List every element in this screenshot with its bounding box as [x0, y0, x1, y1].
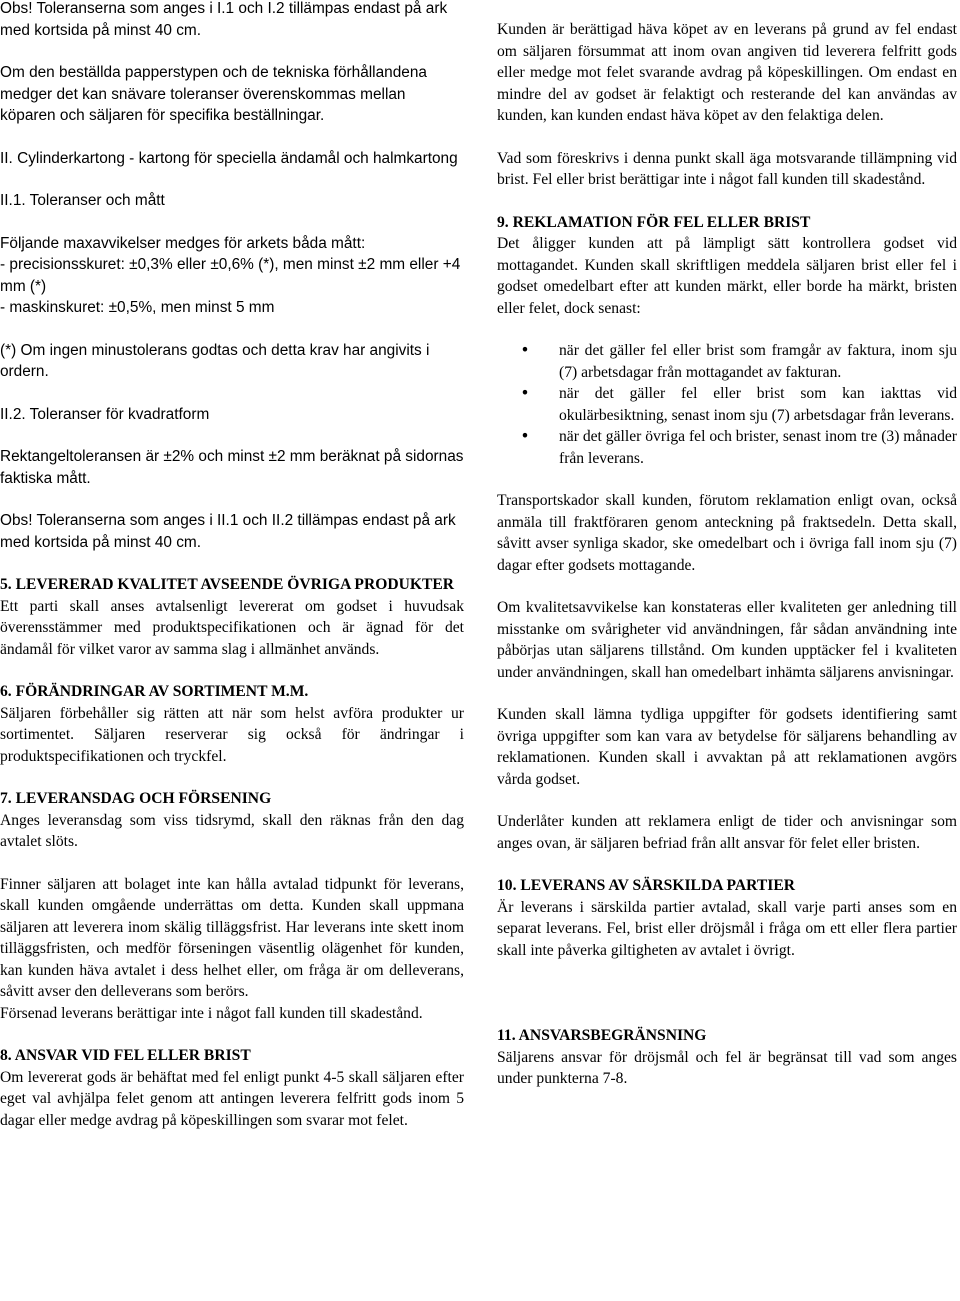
section-ii-1-heading: II.1. Toleranser och mått [0, 192, 165, 209]
rectangle-tolerance-paragraph: Rektangeltoleransen är ±2% och minst ±2 mm beräknat på sidornas faktiska mått. [0, 448, 464, 487]
deviations-intro: Följande maxavvikelser medges för arkets båda mått: [0, 234, 366, 252]
list-item-text: när det gäller fel eller brist som framgår av faktura, inom sju (7) arbetsdagar från mottagandet av fakturan. [559, 342, 957, 381]
list-item-text: när det gäller fel eller brist som kan iakttas vid okulärbesiktning, senast inom sju (7) arbetsdagar från leverans. [559, 385, 957, 424]
right-column [497, 0, 957, 1090]
deviations-machine-cut: - maskinskuret: ±0,5%, men minst 5 mm [0, 299, 275, 316]
deviations-precision-cut: - precisionsskuret: ±0,3% eller ±0,6% (*), men minst ±2 mm eller +4 mm (*) [0, 256, 461, 295]
bullet-icon: • [520, 427, 530, 445]
section-8-heading: 8. ANSVAR VID FEL ELLER BRIST [0, 1047, 251, 1064]
section-11-text: Säljarens ansvar för dröjsmål och fel är begränsat till vad som anges under punkterna 7-8. [497, 1048, 957, 1087]
complaint-deadlines-list [497, 340, 957, 469]
note-tolerances-i: Obs! Toleranserna som anges i I.1 och I.2 tillämpas endast på ark med kortsida på minst 40 cm. [0, 0, 448, 39]
bullet-icon: • [520, 341, 530, 359]
section-9-heading: 9. REKLAMATION FÖR FEL ELLER BRIST [497, 213, 811, 231]
quality-deviation-paragraph: Om kvalitetsavvikelse kan konstateras eller kvaliteten ger anledning till misstanke om svårigheter vid användningen, får sådan användning inte påbörjas utan säljarens tillstånd. Om kunden upptäcker fel i kvaliteten under användningen, skall han omedelbart inhämta säljarens anvisningar. [497, 599, 957, 681]
section-7-text-2: Finner säljaren att bolaget inte kan hålla avtalad tidpunkt för leverans, skall kunden omgående underrättas om detta. Kunden skall uppmana säljaren att leverera inom skälig tilläggsfrist. Har leverans inte skett inom tilläggsfristen, och medför förseningen väsentlig olägenhet för kunden, kan kunden häva avtalet i dess helhet eller, om fråga är om delleverans, såvitt avser den delleverans som berörs. [0, 875, 464, 1000]
deviations-block [0, 233, 464, 319]
section-6-heading: 6. FÖRÄNDRINGAR AV SORTIMENT M.M. [0, 683, 309, 700]
list-item [497, 340, 957, 383]
section-5-text: Ett parti skall anses avtalsenligt levererat om godset i huvudsak överensstämmer med produktspecifikationen och är ägnad för det ändamål för vilket varor av samma slag i allmänhet används. [0, 597, 464, 658]
section-6-text: Säljaren förbehåller sig rätten att när som helst avföra produkter ur sortimentet. Säljaren reserverar sig också för ändringar i produktspecifikationen och tryckfel. [0, 704, 464, 765]
list-item [497, 383, 957, 426]
section-7-text-3: Försenad leverans berättigar inte i något fall kunden till skadestånd. [0, 1004, 423, 1022]
failure-to-complain-paragraph: Underlåter kunden att reklamera enligt de tider och anvisningar som anges ovan, är säljaren befriad från allt ansvar för felet eller bristen. [497, 813, 957, 852]
section-ii-heading: II. Cylinderkartong - kartong för speciella ändamål och halmkartong [0, 149, 458, 167]
section-10-heading: 10. LEVERANS AV SÄRSKILDA PARTIER [497, 877, 795, 894]
section-9-text: Det åligger kunden att på lämpligt sätt kontrollera godset vid mottagandet. Kunden skall skriftligen meddela säljaren brist eller fel i godset omedelbart efter att kunden märkt, eller borde ha märkt, bristen eller felet, dock senast: [497, 235, 957, 317]
section-8-text: Om levererat gods är behäftat med fel enligt punkt 4-5 skall säljaren efter eget val avhjälpa felet genom att antingen leverera felfritt gods inom 5 dagar eller medge avdrag på köpeskillingen som svarar mot felet. [0, 1068, 464, 1129]
list-item [497, 426, 957, 469]
narrower-tolerances-paragraph: Om den beställda papperstypen och de tekniska förhållandena medger det kan snävare toleranser överenskommas mellan köparen och säljaren för specifika beställningar. [0, 64, 427, 124]
section-7-text-1: Anges leveransdag som viss tidsrymd, skall den räknas från den dag avtalet slöts. [0, 811, 464, 850]
bullet-icon: • [520, 384, 530, 402]
identification-paragraph: Kunden skall lämna tydliga uppgifter för godsets identifiering samt övriga uppgifter som kan vara av betydelse för säljarens behandling av reklamationen. Kunden skall i avvaktan på att reklamationen avgörs vårda godset. [497, 706, 957, 788]
shortage-paragraph: Vad som föreskrivs i denna punkt skall äga motsvarande tillämpning vid brist. Fel eller brist berättigar inte i något fall kunden till skadestånd. [497, 149, 957, 188]
transport-damage-paragraph: Transportskador skall kunden, förutom reklamation enligt ovan, också anmäla till fraktföraren genom anteckning på fraktsedeln. Detta skall, såvitt avser synliga skador, ske omedelbart och i övriga fall inom sju (7) dagar efter godsets mottagande. [497, 492, 957, 574]
section-11-heading: 11. ANSVARSBEGRÄNSNING [497, 1027, 707, 1044]
section-7-heading: 7. LEVERANSDAG OCH FÖRSENING [0, 790, 272, 807]
rescission-paragraph: Kunden är berättigad häva köpet av en leverans på grund av fel endast om säljaren försummat att inom ovan angiven tid leverera felfritt gods eller medge mot felet svarande avdrag på köpeskillingen. Om endast en mindre del av godset är felaktigt och resterande del kan användas av kunden, kan kunden endast häva köpet av den felaktiga delen. [497, 21, 957, 124]
section-10-text: Är leverans i särskilda partier avtalad, skall varje parti anses som en separat leverans. Fel, brist eller dröjsmål i fråga om ett eller flera partier skall inte påverka giltigheten av avtalet i övrigt. [497, 898, 957, 959]
section-ii-2-heading: II.2. Toleranser för kvadratform [0, 405, 210, 423]
section-5-heading: 5. LEVERERAD KVALITET AVSEENDE ÖVRIGA PRODUKTER [0, 576, 455, 593]
left-column [0, 0, 464, 1131]
list-item-text: när det gäller övriga fel och brister, senast inom tre (3) månader från leverans. [559, 428, 957, 467]
footnote-minus-tolerance: (*) Om ingen minustolerans godtas och detta krav har angivits i ordern. [0, 341, 430, 380]
note-tolerances-ii: Obs! Toleranserna som anges i II.1 och II.2 tillämpas endast på ark med kortsida på minst 40 cm. [0, 512, 456, 551]
